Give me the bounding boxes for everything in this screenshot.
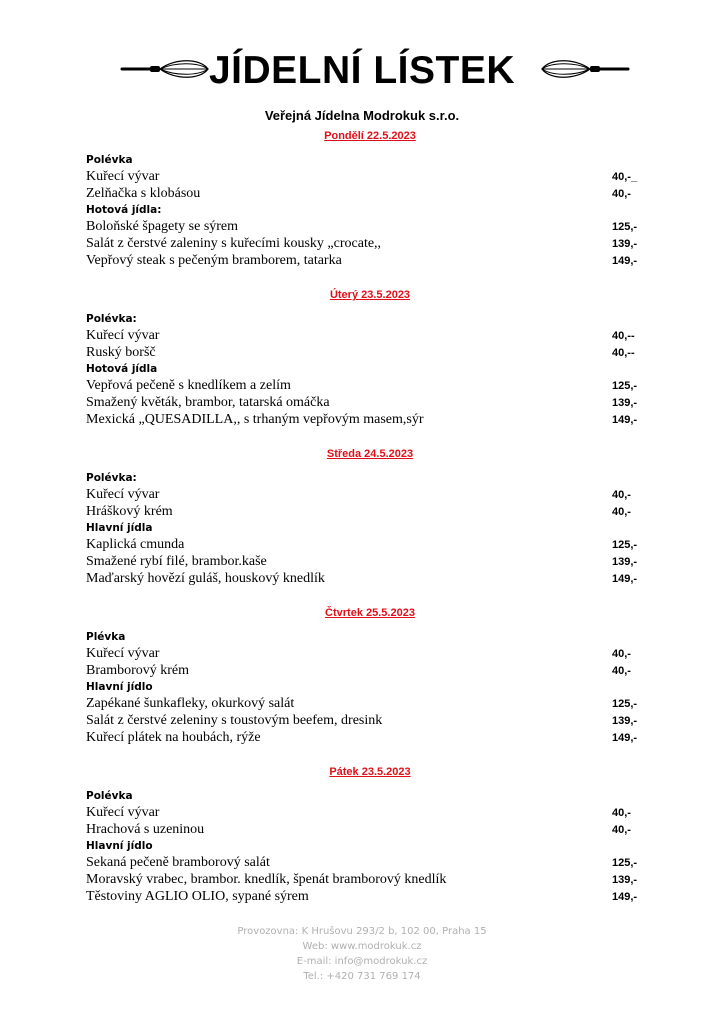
item-price: 149,- xyxy=(612,732,638,744)
item-name: Zapékané šunkafleky, okurkový salát xyxy=(86,696,295,711)
item-price: 40,- xyxy=(612,807,631,819)
item-price: 40,- xyxy=(612,648,631,660)
item-name: Kuřecí vývar xyxy=(86,805,160,820)
menu-item xyxy=(86,486,646,503)
item-name: Kuřecí vývar xyxy=(86,646,160,661)
category-label: Polévka xyxy=(86,154,133,166)
item-price: 40,-_ xyxy=(612,171,638,183)
menu-list xyxy=(86,128,646,923)
item-name: Těstoviny AGLIO OLIO, sypané sýrem xyxy=(86,889,309,904)
item-name: Salát z čerstvé zeleniny s toustovým beefem, dresink xyxy=(86,713,383,728)
item-price: 139,- xyxy=(612,397,638,409)
item-name: Salát z čerstvé zaleniny s kuřecími kousky „crocate,, xyxy=(86,236,382,251)
day-title: Pátek 23.5.2023 xyxy=(329,766,411,778)
item-price: 139,- xyxy=(612,715,638,727)
item-name: Maďarský hovězí guláš, houskový knedlík xyxy=(86,571,325,586)
menu-item xyxy=(86,888,646,905)
menu-item xyxy=(86,821,646,838)
menu-item xyxy=(86,394,646,411)
menu-item xyxy=(86,252,646,269)
menu-item xyxy=(86,570,646,587)
item-name: Ruský boršč xyxy=(86,345,156,360)
day-title: Čtvrtek 25.5.2023 xyxy=(325,607,415,619)
item-price: 40,-- xyxy=(612,347,635,359)
item-name: Hrachová s uzeninou xyxy=(86,822,205,837)
item-price: 149,- xyxy=(612,255,638,267)
footer-phone: Tel.: +420 731 769 174 xyxy=(303,971,421,982)
menu-item xyxy=(86,327,646,344)
footer-web: Web: www.modrokuk.cz xyxy=(302,941,422,952)
day-section xyxy=(86,605,646,746)
menu-item xyxy=(86,553,646,570)
menu-item xyxy=(86,411,646,428)
menu-item xyxy=(86,645,646,662)
item-price: 125,- xyxy=(612,698,638,710)
item-name: Boloňské špagety se sýrem xyxy=(86,219,239,234)
menu-item xyxy=(86,235,646,252)
item-price: 125,- xyxy=(612,857,638,869)
menu-item xyxy=(86,712,646,729)
menu-item xyxy=(86,536,646,553)
item-name: Kuřecí vývar xyxy=(86,328,160,343)
item-price: 149,- xyxy=(612,891,638,903)
item-name: Bramborový krém xyxy=(86,663,190,678)
footer-contact xyxy=(0,924,724,984)
item-price: 40,- xyxy=(612,665,631,677)
menu-item xyxy=(86,662,646,679)
item-price: 149,- xyxy=(612,573,638,585)
item-name: Kuřecí plátek na houbách, rýže xyxy=(86,730,261,745)
day-title: Středa 24.5.2023 xyxy=(326,448,414,460)
item-price: 40,- xyxy=(612,489,631,501)
item-name: Mexická „QUESADILLA,, s trhaným vepřovým masem,sýr xyxy=(86,412,424,427)
item-name: Smažené rybí filé, brambor.kaše xyxy=(86,554,267,569)
item-name: Moravský vrabec, brambor. knedlík, špenát bramborový knedlík xyxy=(86,872,447,887)
item-name: Smažený květák, brambor, tatarská omáčka xyxy=(86,395,330,410)
item-name: Zelňačka s klobásou xyxy=(86,186,201,201)
category-label: Polévka xyxy=(86,790,133,802)
menu-item xyxy=(86,871,646,888)
menu-item xyxy=(86,168,646,185)
menu-item xyxy=(86,804,646,821)
day-title: Úterý 23.5.2023 xyxy=(329,289,411,301)
category-label: Hotová jídla: xyxy=(86,204,162,216)
item-name: Sekaná pečeně bramborový salát xyxy=(86,855,270,870)
item-price: 139,- xyxy=(612,556,638,568)
item-price: 125,- xyxy=(612,380,638,392)
day-section xyxy=(86,446,646,587)
category-label: Plévka xyxy=(86,631,126,643)
menu-item xyxy=(86,503,646,520)
category-label: Polévka: xyxy=(86,472,137,484)
menu-item xyxy=(86,218,646,235)
restaurant-name: Veřejná Jídelna Modrokuk s.r.o. xyxy=(264,108,460,123)
category-label: Polévka: xyxy=(86,313,137,325)
menu-item xyxy=(86,729,646,746)
menu-item xyxy=(86,185,646,202)
item-name: Kuřecí vývar xyxy=(86,487,160,502)
category-label: Hlavní jídlo xyxy=(86,840,153,852)
category-label: Hlavní jídla xyxy=(86,522,153,534)
menu-item xyxy=(86,377,646,394)
item-price: 40,- xyxy=(612,824,631,836)
item-price: 139,- xyxy=(612,874,638,886)
whisk-icon xyxy=(540,56,630,82)
menu-item xyxy=(86,695,646,712)
category-label: Hlavní jídlo xyxy=(86,681,153,693)
item-price: 125,- xyxy=(612,539,638,551)
day-section xyxy=(86,764,646,905)
item-price: 40,- xyxy=(612,188,631,200)
footer-email: E-mail: info@modrokuk.cz xyxy=(296,956,428,967)
day-title: Pondělí 22.5.2023 xyxy=(324,130,416,142)
item-name: Vepřový steak s pečeným bramborem, tatarka xyxy=(86,253,342,268)
menu-item xyxy=(86,344,646,361)
item-name: Kaplická cmunda xyxy=(86,537,185,552)
item-name: Vepřová pečeně s knedlíkem a zelím xyxy=(86,378,291,393)
item-price: 125,- xyxy=(612,221,638,233)
page-title: JÍDELNÍ LÍSTEK xyxy=(208,49,516,92)
header xyxy=(0,46,724,102)
footer-address: Provozovna: K Hrušovu 293/2 b, 102 00, Praha 15 xyxy=(237,926,487,937)
item-name: Kuřecí vývar xyxy=(86,169,160,184)
item-name: Hráškový krém xyxy=(86,504,173,519)
item-price: 139,- xyxy=(612,238,638,250)
menu-item xyxy=(86,854,646,871)
item-price: 40,- xyxy=(612,506,631,518)
day-section xyxy=(86,287,646,428)
item-price: 40,-- xyxy=(612,330,635,342)
day-section xyxy=(86,128,646,269)
item-price: 149,- xyxy=(612,414,638,426)
category-label: Hotová jídla xyxy=(86,363,158,375)
